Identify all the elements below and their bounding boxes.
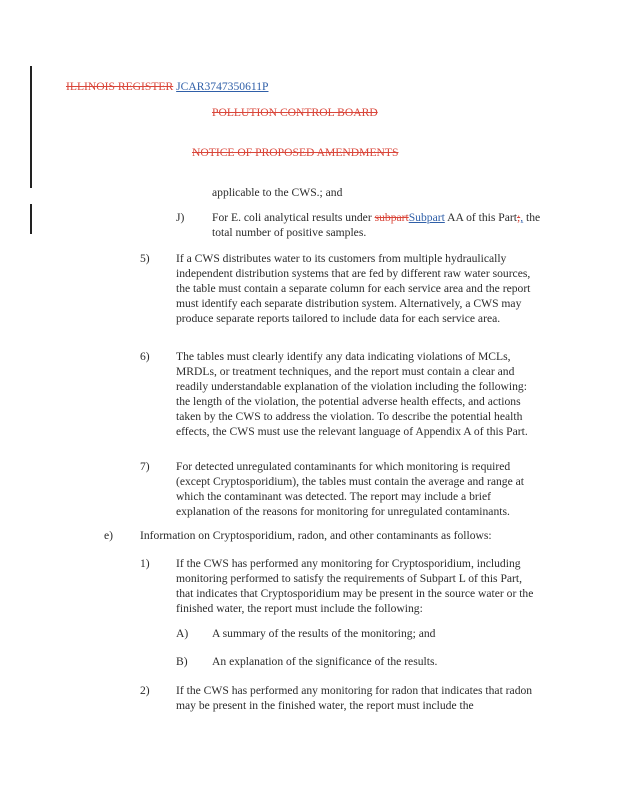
register-header	[66, 79, 268, 94]
item-e2-text: If the CWS has performed any monitoring for radon that indicates that radon may be present in the finished water, the report must include the	[176, 684, 533, 712]
item-e1a-label: A)	[176, 627, 189, 640]
item-7-text: For detected unregulated contaminants for which monitoring is required (except Cryptosporidium), the tables must contain the average and range at which the contaminant was detected. The report may include a brief explanation of the reasons for monitoring for unregulated contaminants.	[176, 460, 525, 518]
item-e2-label: 2)	[140, 684, 150, 697]
item-e1-text: If the CWS has performed any monitoring for Cryptosporidium, including monitoring performed to satisfy the requirements of Subpart L of this Part, that indicates that Cryptosporidium may be present in the source water or the finished water, the report must include the following:	[176, 557, 534, 615]
register-inserted-text: JCAR3747350611P	[176, 80, 269, 93]
item-j-text: For E. coli analytical results under subpartSubpart AA of this Part;, the total number of positive samples.	[212, 211, 541, 239]
revision-bar-top	[30, 66, 32, 188]
item-6-text: The tables must clearly identify any data indicating violations of MCLs, MRDLs, or treatment techniques, and the report must contain a clear and readily understandable explanation of the violation including the following: the length of the violation, the potential adverse health effects, and actions taken by the CWS to address the violation. To describe the potential health effects, the CWS must use the relevant language of Appendix A of this Part.	[176, 350, 528, 438]
item-7-label: 7)	[140, 460, 150, 473]
item-6-label: 6)	[140, 350, 150, 363]
inserted-comma: ,	[520, 211, 524, 224]
deleted-semicolon: ;	[516, 211, 521, 224]
item-e1-label: 1)	[140, 557, 150, 570]
item-5-label: 5)	[140, 252, 150, 265]
revision-bar-lower	[30, 204, 32, 234]
inserted-subpart: Subpart	[408, 211, 445, 224]
item-e1b-text: An explanation of the significance of the results.	[212, 655, 438, 668]
item-e1a-text: A summary of the results of the monitoring; and	[212, 627, 436, 640]
item-j-label: J)	[176, 211, 185, 224]
continuation-text: applicable to the CWS.; and	[212, 186, 343, 199]
notice-title: NOTICE OF PROPOSED AMENDMENTS	[192, 146, 399, 159]
deleted-subpart: subpart	[374, 211, 409, 224]
item-e1b-label: B)	[176, 655, 188, 668]
register-deleted-text: ILLINOIS REGISTER	[66, 80, 174, 93]
section-e-label: e)	[104, 529, 114, 542]
item-5-text: If a CWS distributes water to its customers from multiple hydraulically independent distribution systems that are fed by different raw water sources, the table must contain a separate column for each service area and the report must identify each separate distribution system. Alternatively, a CWS may produce separate reports tailored to include data for each service area.	[176, 252, 531, 325]
board-title: POLLUTION CONTROL BOARD	[212, 106, 378, 119]
section-e-text: Information on Cryptosporidium, radon, and other contaminants as follows:	[140, 529, 492, 542]
